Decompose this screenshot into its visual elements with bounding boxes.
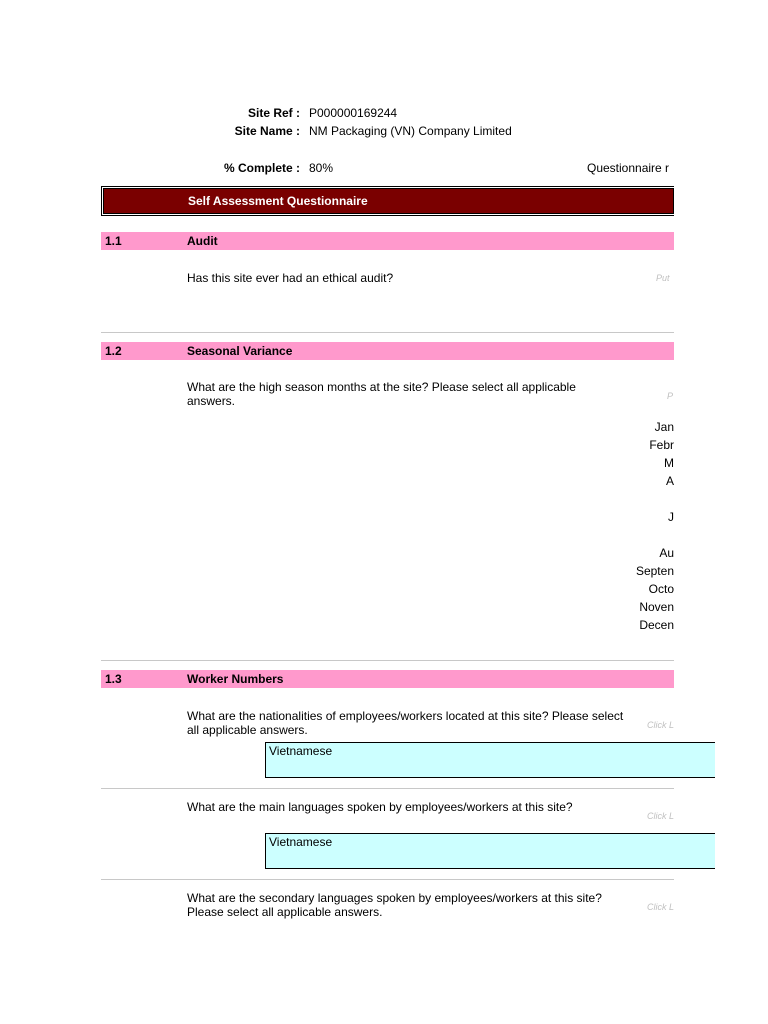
main-languages-answer-box[interactable] [265, 833, 715, 869]
month-option[interactable]: Au [659, 546, 674, 560]
question-secondary-languages: What are the secondary languages spoken by employees/workers at this site? Please select all applicable answers. [187, 891, 602, 919]
month-option[interactable] [614, 526, 674, 544]
nationalities-answer-box[interactable] [265, 742, 715, 778]
banner-title: Self Assessment Questionnaire [188, 194, 368, 208]
month-option[interactable] [614, 490, 674, 508]
section-number: 1.2 [105, 344, 122, 358]
section-title: Seasonal Variance [187, 344, 293, 358]
question-high-season-months: What are the high season months at the site? Please select all applicable answers. [187, 380, 576, 408]
month-option[interactable]: Septen [635, 564, 674, 578]
section-header-audit [101, 232, 674, 250]
month-option[interactable]: J [668, 510, 674, 524]
month-list [614, 418, 674, 634]
divider [101, 660, 674, 661]
question-ethical-audit: Has this site ever had an ethical audit? [187, 271, 394, 285]
section-header-worker-numbers [101, 670, 674, 688]
question-nationalities: What are the nationalities of employees/workers located at this site? Please select all applicable answers. [187, 709, 624, 737]
percent-complete-label: % Complete : [223, 161, 300, 175]
section-number: 1.3 [105, 672, 122, 686]
answer-hint[interactable]: Click L [647, 902, 674, 912]
section-number: 1.1 [105, 234, 122, 248]
month-option[interactable]: Febr [649, 438, 674, 452]
main-languages-answer-value: Vietnamese [269, 835, 333, 849]
answer-hint[interactable]: P [667, 391, 674, 401]
section-title: Worker Numbers [187, 672, 284, 686]
divider [101, 879, 674, 880]
answer-hint[interactable]: Click L [647, 811, 674, 821]
questionnaire-banner [101, 186, 674, 216]
month-option[interactable]: Noven [639, 600, 674, 614]
divider [101, 788, 674, 789]
questionnaire-status-label: Questionnaire r [587, 161, 670, 175]
percent-complete-value: 80% [309, 161, 334, 175]
answer-hint[interactable]: Click L [647, 720, 674, 730]
month-option[interactable]: Octo [648, 582, 674, 596]
section-header-seasonal-variance [101, 342, 674, 360]
section-title: Audit [187, 234, 218, 248]
question-main-languages: What are the main languages spoken by employees/workers at this site? [187, 800, 573, 814]
site-name-label: Site Name : [234, 124, 300, 138]
month-option[interactable]: A [665, 474, 674, 488]
site-ref-value: P000000169244 [309, 106, 398, 120]
site-name-value: NM Packaging (VN) Company Limited [309, 124, 512, 138]
month-option[interactable]: Jan [654, 420, 674, 434]
nationalities-answer-value: Vietnamese [269, 744, 333, 758]
month-option[interactable]: M [664, 456, 674, 470]
answer-hint[interactable]: Put [656, 273, 670, 283]
month-option[interactable]: Decen [639, 618, 674, 632]
site-ref-label: Site Ref : [247, 106, 300, 120]
divider [101, 332, 674, 333]
